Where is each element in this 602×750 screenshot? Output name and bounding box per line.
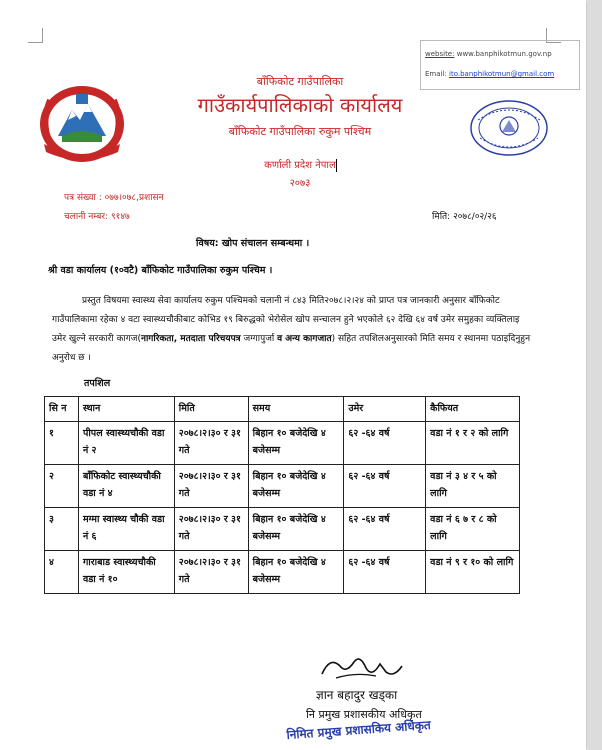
letter-body-text-2: जग्गापुर्जा	[240, 334, 278, 344]
table-cell: २०७८।२।३० र ३१ गते	[174, 551, 248, 594]
reference-number: पत्र संख्या : ०७७।०७८,प्रशासन	[64, 193, 164, 203]
municipal-seal-icon	[468, 98, 550, 158]
table-cell: वडा नं ६ ७ र ८ को लागि	[426, 508, 520, 551]
table-cell: बाँफिकोट स्वास्थ्यचौकी वडा नं ४	[78, 465, 174, 508]
table-cell: पीपल स्वास्थ्यचौकी वडा नं २	[78, 422, 174, 465]
email-link[interactable]: ito.banphikotmun@gmail.com	[449, 70, 555, 78]
table-cell: ६२ -६४ वर्ष	[344, 508, 426, 551]
letter-subject: विषय: खोप संचालन सम्बन्धमा ।	[196, 238, 310, 249]
website-link[interactable]: www.banphikotmun.gov.np	[456, 50, 552, 58]
letter-date: मिति: २०७८/०२/२६	[432, 212, 497, 222]
table-row	[45, 551, 520, 594]
table-cell: ६२ -६४ वर्ष	[344, 551, 426, 594]
province-name: कर्णाली प्रदेश नेपाल	[264, 160, 336, 171]
table-header-row	[45, 397, 520, 422]
column-header: समय	[248, 397, 344, 422]
nepal-emblem-icon	[36, 80, 128, 164]
established-year: २०७३	[289, 178, 311, 189]
letter-body-highlight-2: व अन्य कागजात	[277, 334, 332, 344]
municipality-name: बाँफिकोट गाउँपालिका	[256, 75, 344, 88]
column-header: सि न	[45, 397, 79, 422]
table-cell: २	[45, 465, 79, 508]
website-label: website:	[425, 50, 455, 58]
letter-body-text-3: ) सहित तपशिलअनुसारको मिति समय र स्थानमा पठाइदिनुहुन अनुरोध छ ।	[52, 334, 531, 363]
table-row	[45, 422, 520, 465]
column-header: कैफियत	[426, 397, 520, 422]
table-cell: बिहान १० बजेदेखि ४ बजेसम्म	[248, 465, 344, 508]
signatory-name: ज्ञान बहादुर खड्का	[316, 688, 398, 702]
table-cell: १	[45, 422, 79, 465]
table-cell: ६२ -६४ वर्ष	[344, 422, 426, 465]
table-cell: २०७८।२।३० र ३१ गते	[174, 465, 248, 508]
column-header: मिति	[174, 397, 248, 422]
dispatch-number: चलानी नम्बर: ९१४७	[64, 212, 130, 222]
table-cell: बिहान १० बजेदेखि ४ बजेसम्म	[248, 508, 344, 551]
signatory-title: नि प्रमुख प्रशासकीय अधिकृत	[306, 708, 422, 721]
official-stamp: निमित प्रमुख प्रशासकिय अधिकृत	[286, 717, 432, 742]
table-cell: २०७८।२।३० र ३१ गते	[174, 422, 248, 465]
table-row	[45, 508, 520, 551]
table-cell: वडा नं ९ र १० को लागि	[426, 551, 520, 594]
table-cell: ६२ -६४ वर्ष	[344, 465, 426, 508]
table-cell: वडा नं १ र २ को लागि	[426, 422, 520, 465]
letter-body-text-1: प्रस्तुत विषयमा स्वास्थ्य सेवा कार्यालय रुकुम पश्चिमको चलानी नं ८४३ मिति२०७८।२।२४ को प्राप्त पत्र जानकारी अनुसार बाँफिकोट गाउँपालिकामा रहेका ४ वटा स्वास्थ्यचौकीबाट कोभिड १९ बिरुद्धको भेरोसेल खोप सन्चालन हुने भएकोले ६२ देखि ६४ वर्ष उमेर समुहका व्यक्तिलाइ उमेर खुल्ने सरकारी कागज(	[52, 296, 520, 344]
letter-body	[52, 292, 532, 368]
table-cell: बिहान १० बजेदेखि ४ बजेसम्म	[248, 422, 344, 465]
letter-recipient: श्री वडा कार्यालय (१०वटै) बाँफिकोट गाउँपालिका रुकुम पश्चिम ।	[48, 265, 273, 276]
vaccination-schedule-table	[44, 396, 520, 594]
handwritten-signature	[316, 652, 416, 686]
text-cursor	[336, 159, 337, 172]
table-cell: गाराबाड स्वास्थ्यचौकी वडा नं १०	[78, 551, 174, 594]
email-label: Email:	[425, 70, 447, 78]
table-cell: वडा नं ३ ४ र ५ को लागि	[426, 465, 520, 508]
table-cell: बिहान १० बजेदेखि ४ बजेसम्म	[248, 551, 344, 594]
contact-box	[420, 40, 580, 90]
office-address: बाँफिकोट गाउँपालिका रुकुम पश्चिम	[228, 125, 372, 138]
table-row	[45, 465, 520, 508]
table-cell: ४	[45, 551, 79, 594]
table-heading: तपशिल	[84, 378, 111, 389]
office-title: गाउँकार्यपालिकाको कार्यालय	[197, 93, 403, 117]
table-cell: ३	[45, 508, 79, 551]
table-cell: मग्मा स्वास्थ्य चौकी वडा नं ६	[78, 508, 174, 551]
column-header: उमेर	[344, 397, 426, 422]
column-header: स्थान	[78, 397, 174, 422]
table-cell: २०७८।२।३० र ३१ गते	[174, 508, 248, 551]
letter-body-highlight-1: नागरिकता, मतदाता परिचयपत्र	[140, 334, 241, 344]
window-scrollbar[interactable]	[588, 0, 602, 750]
crop-mark	[28, 28, 43, 43]
